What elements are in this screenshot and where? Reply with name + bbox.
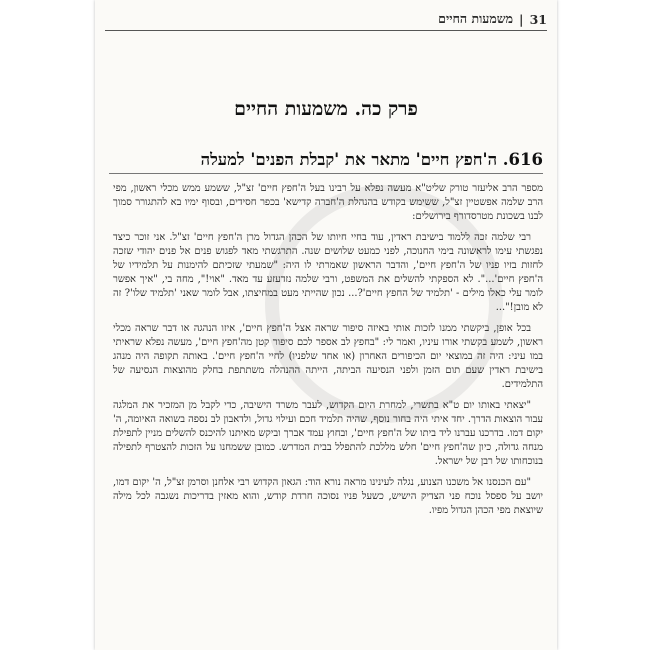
running-title: משמעות החיים — [438, 11, 514, 26]
paragraph-4: "יצאתי באותו יום ט"א בתשרי, למחרת היום הקדוש, לעבר משרד הישיבה, כדי לקבל מן המזכיר את המלגה עבור הוצאות הדרך. יחד איתי היה בחור נוסף, שהיה תלמיד חכם ועילוי גדול, ולדאבון לב נספה בשואה האיומה, ה' יקום דמו. בדרכנו עברנו ליד ביתו של ה'חפץ חיים', ובחוץ עמד אברך וביקש מאיתנו להיכנס להשלים מניין לתפילת מנחה גדולה, כיון שה'חפץ חיים' חלש מללכת להתפלל בבית המדרש. כמובן ששמחנו על הזכות להצטרף לתפילה בנוכחותו של רבן של ישראל. — [113, 400, 543, 467]
header-separator: | — [519, 11, 524, 27]
paragraph-2: רבי שלמה זכה ללמוד בישיבת ראדין, עוד בחיי חיותו של הכהן הגדול מרן ה'חפץ חיים' זצ"ל. אני זוכר כיצד נפגשתי עימו לראשונה בימי החנוכה, לפני כמעט שלושים שנה. התרגשתי מאד לפגוש פנים אל פנים יהודי שזכה לחזות בזיו פניו של ה'חפץ חיים', והדבר הראשון שאמרתי לו היה: "שמעתי שזכיתם להימנות על תלמידיו של ה'חפץ חיים'...". לא הספקתי להשלים את המשפט, ורבי שלמה נזדעזע עד מאד. "אוי!", מחה בי, "איך אפשר לומר עלי כאלו מילים - 'תלמיד של החפץ חיים'?... נכון שהייתי מעט במחיצתו, אבל לומר שאני 'תלמיד שלו'? זה לא מובן!"... — [113, 232, 543, 313]
body-text — [113, 182, 543, 525]
book-page — [95, 0, 557, 650]
running-head — [105, 8, 547, 31]
page-number: 31 — [529, 11, 547, 27]
paragraph-1: מספר הרב אליעזר טורק שליט"א מעשה נפלא על רבינו בעל ה'חפץ חיים' זצ"ל, ששמע ממש מכלי ראשון, מפי הרב שלמה אפשטיין זצ"ל, ששימש בקודש בהנהלת ה'חברה קדישא' בכפר חסידים, ובסוף ימיו בא להתגורר סמוך לבנו בשכונת מטרסדורף בירושלים: — [113, 183, 543, 222]
chapter-title: פרק כה. משמעות החיים — [234, 98, 418, 120]
section-title: 616. ה'חפץ חיים' מתאר את 'קבלת הפנים' למעלה — [109, 150, 543, 174]
paragraph-5: "עם הכנסנו אל משכנו הצנוע, נגלה לעינינו מראה נורא הוד: הגאון הקדוש רבי אלחנן וסרמן זצ"ל, ה' יקום דמו, יושב על ספסל נוכח פני הצדיק הישיש, כשעל פניו נסוכה חרדת קודש, והוא מאזין בדריכות נשגבה לכל מילה שיוצאת מפי הכהן הגדול מפיו. — [113, 477, 543, 516]
paragraph-3: בכל אופן, ביקשתי ממנו לזכות אותי באיזה סיפור שראה אצל ה'חפץ חיים', איזו הנהגה או דבר שראה מכלי ראשון, לשמע בקשתי אורו עיניו, ואמר לי: "בחפץ לב אספר לכם סיפור קטן מה'חפץ חיים', מעשה נפלא שראיתי במו עיני: היה זה במוצאי יום הכיפורים האחרון (או אחד שלפניו) לחיי ה'חפץ חיים'. באותה תקופה היה מנהג בישיבת ראדין שעם תום הזמן ולפני הנסיעה הביתה, הייתה ההנהלה משתתפת בחלק מהוצאות הנסיעה של התלמידים. — [113, 323, 543, 390]
